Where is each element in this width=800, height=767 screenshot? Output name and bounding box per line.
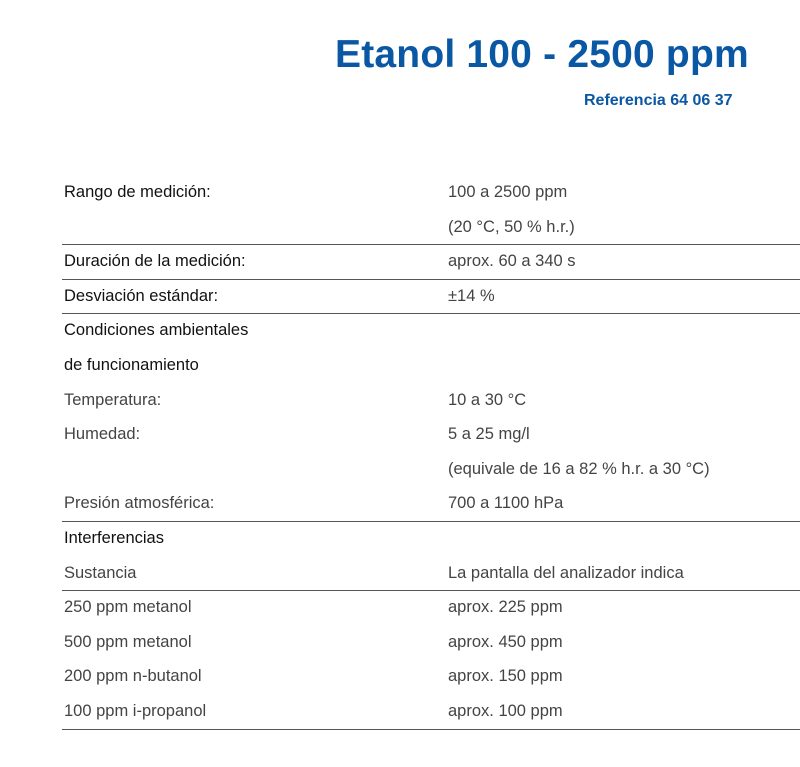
table-row [62, 384, 800, 419]
row-value: (20 °C, 50 % h.r.) [448, 217, 575, 236]
table-row [62, 280, 800, 315]
row-value: 100 a 2500 ppm [448, 183, 568, 201]
row-value: aprox. 225 ppm [448, 598, 563, 617]
table-row [62, 557, 800, 592]
row-label: Desviación estándar: [64, 286, 219, 305]
row-label: 500 ppm metanol [64, 632, 192, 651]
table-row [62, 176, 800, 211]
section-heading: Interferencias [64, 528, 164, 547]
column-header: Sustancia [64, 563, 137, 582]
table-row [62, 522, 800, 557]
table-row [62, 349, 800, 384]
row-label: Temperatura: [64, 390, 162, 409]
table-row [62, 660, 800, 695]
row-label: 250 ppm metanol [64, 598, 192, 617]
row-label: Presión atmosférica: [64, 494, 215, 513]
row-label: 200 ppm n-butanol [64, 667, 202, 686]
row-value: 700 a 1100 hPa [448, 494, 564, 513]
table-row [62, 591, 800, 626]
column-header: La pantalla del analizador indica [448, 563, 684, 582]
row-value: ±14 % [448, 286, 495, 305]
row-value: aprox. 150 ppm [448, 667, 563, 686]
table-row [62, 211, 800, 246]
row-label: 100 ppm i-propanol [64, 701, 207, 720]
table-row [62, 626, 800, 661]
row-label: Duración de la medición: [64, 252, 246, 271]
row-value: aprox. 450 ppm [448, 632, 563, 651]
row-value: (equivale de 16 a 82 % h.r. a 30 °C) [448, 459, 710, 478]
spec-table [62, 176, 800, 730]
section-heading: Condiciones ambientales [64, 321, 249, 340]
section-heading: de funcionamiento [64, 355, 199, 374]
table-row [62, 695, 800, 730]
table-row [62, 487, 800, 522]
row-value: aprox. 60 a 340 s [448, 252, 576, 271]
reference-number: Referencia 64 06 37 [584, 92, 733, 109]
table-row [62, 418, 800, 453]
row-label: Rango de medición: [64, 183, 211, 201]
row-value: 5 a 25 mg/l [448, 425, 530, 444]
row-value: aprox. 100 ppm [448, 701, 563, 720]
table-row [62, 245, 800, 280]
page-title: Etanol 100 - 2500 ppm [335, 33, 749, 76]
row-label: Humedad: [64, 425, 141, 444]
row-value: 10 a 30 °C [448, 390, 527, 409]
table-row [62, 453, 800, 488]
table-row [62, 314, 800, 349]
